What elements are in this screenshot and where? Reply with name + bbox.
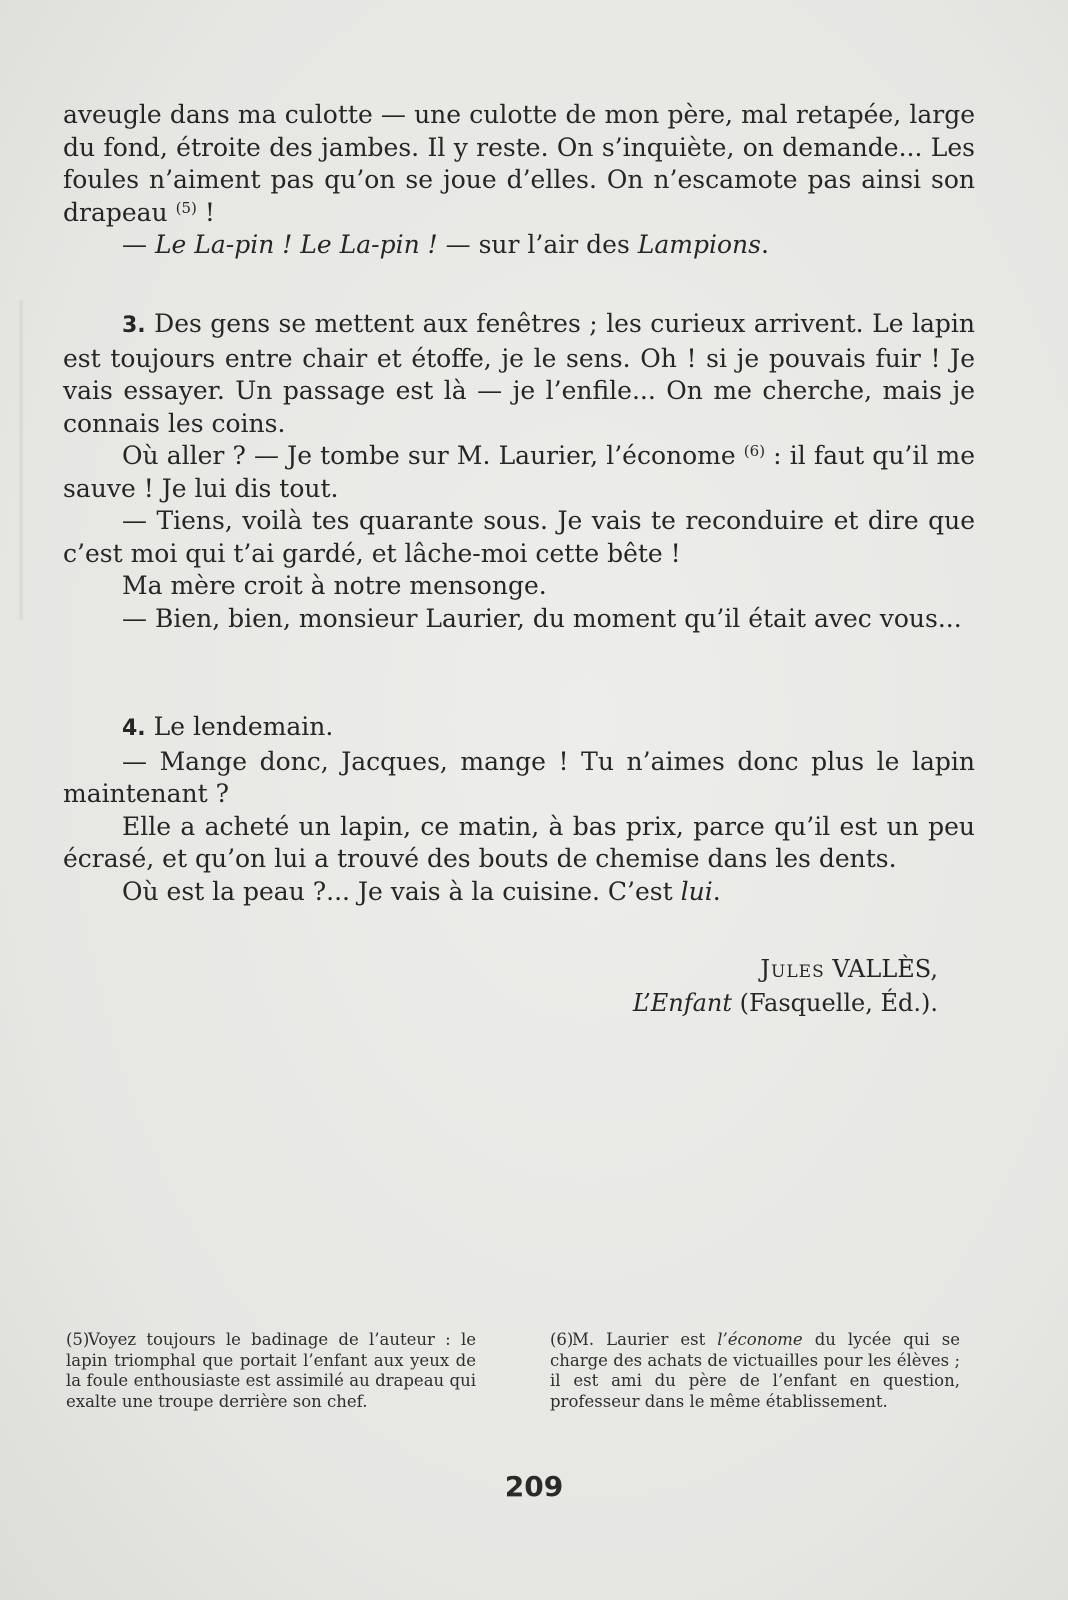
paragraph-mother: Ma mère croit à notre mensonge.: [122, 571, 547, 600]
text-run: Des gens se mettent aux fenêtres ; les curieux arrivent. Le lapin est toujours entre chair et étoffe, je le sens. Oh ! si je pouvais fuir ! Je vais essayer. Un passage est là — je l’enfile... On me cherche, mais je connais les coins.: [63, 309, 975, 438]
footnote-text: M. Laurier est: [572, 1330, 718, 1349]
text-run: aveugle dans ma culotte — une culotte de mon père, mal retapée, large du fond, étroite des jambes. Il y reste. On s’inquiète, on demande... Les foules n’aiment pas qu’on se joue d’elles. On n’escamote pas ainsi son drapeau: [63, 100, 975, 227]
punctuation: .: [712, 876, 721, 906]
paragraph-opening: [63, 99, 975, 229]
paragraph-narration: Elle a acheté un lapin, ce matin, à bas prix, parce qu’il est un peu écrasé, et qu’on lui a trouvé des bouts de chemise dans les dents.: [63, 811, 975, 873]
footnote-emphasis: l’économe: [717, 1330, 803, 1349]
text-run: Où aller ? — Je tombe sur M. Laurier, l’économe: [122, 441, 744, 470]
paragraph-section-4-intro: [63, 711, 975, 746]
publisher: (Fasquelle, Éd.).: [732, 989, 938, 1017]
footnote-6: [550, 1330, 960, 1412]
paragraph-closing: [63, 876, 975, 909]
source-line: [633, 986, 938, 1020]
section-3: [63, 308, 975, 635]
section-4: [63, 711, 975, 908]
section-number: 3.: [122, 313, 146, 338]
page-number: 209: [504, 1470, 564, 1503]
footnote-ref-6: (6): [743, 442, 766, 460]
footnote-text: du lycée qui se charge des achats de victuailles pour les élèves ; il est ami du père de l’enfant en question, professeur dans le même établissement.: [550, 1330, 960, 1411]
footnote-mark: (5): [66, 1330, 90, 1349]
author-first-name: Jules: [760, 955, 825, 983]
footnote-5: [66, 1330, 476, 1412]
footnote-text: Voyez toujours le badinage de l’auteur : le lapin triomphal que portait l’enfant aux yeux de la foule enthousiaste est assimilé au drapeau qui exalte une troupe derrière son chef.: [66, 1330, 476, 1411]
chant-text: Le La-pin ! Le La-pin !: [154, 230, 438, 259]
paragraph-section-3-intro: [63, 308, 975, 440]
paragraph-chant: [63, 229, 975, 262]
text-run: !: [196, 197, 215, 227]
paragraph-dialogue: — Tiens, voilà tes quarante sous. Je vais te reconduire et dire que c’est moi qui t’ai gardé, et lâche-moi cette bête !: [63, 506, 975, 568]
work-title: L’Enfant: [632, 989, 733, 1017]
dash: —: [122, 230, 155, 259]
footnote-ref-5: (5): [175, 198, 197, 217]
paragraph-block-continuation: [63, 99, 975, 262]
author-line: [633, 952, 938, 986]
paper-crease: [18, 300, 24, 620]
emphasis: lui: [680, 876, 713, 906]
footnote-mark: (6): [550, 1330, 574, 1349]
text-run: — sur l’air des: [437, 230, 638, 259]
text-run: Où est la peau ?... Je vais à la cuisine. C’est: [122, 876, 681, 906]
paragraph-laurier: [63, 440, 975, 505]
punctuation: .: [760, 230, 769, 259]
paragraph-dialogue: — Bien, bien, monsieur Laurier, du moment qu’il était avec vous...: [122, 603, 962, 633]
attribution: [633, 952, 938, 1020]
paragraph-dialogue: — Mange donc, Jacques, mange ! Tu n’aimes donc plus le lapin maintenant ?: [63, 746, 975, 808]
text-run: Le lendemain.: [145, 712, 334, 741]
author-last-name: VALLÈS,: [824, 955, 938, 983]
text-run: : il faut qu’il me sauve ! Je lui dis tout.: [63, 441, 975, 503]
section-number: 4.: [122, 716, 146, 741]
tune-name: Lampions: [637, 230, 761, 259]
